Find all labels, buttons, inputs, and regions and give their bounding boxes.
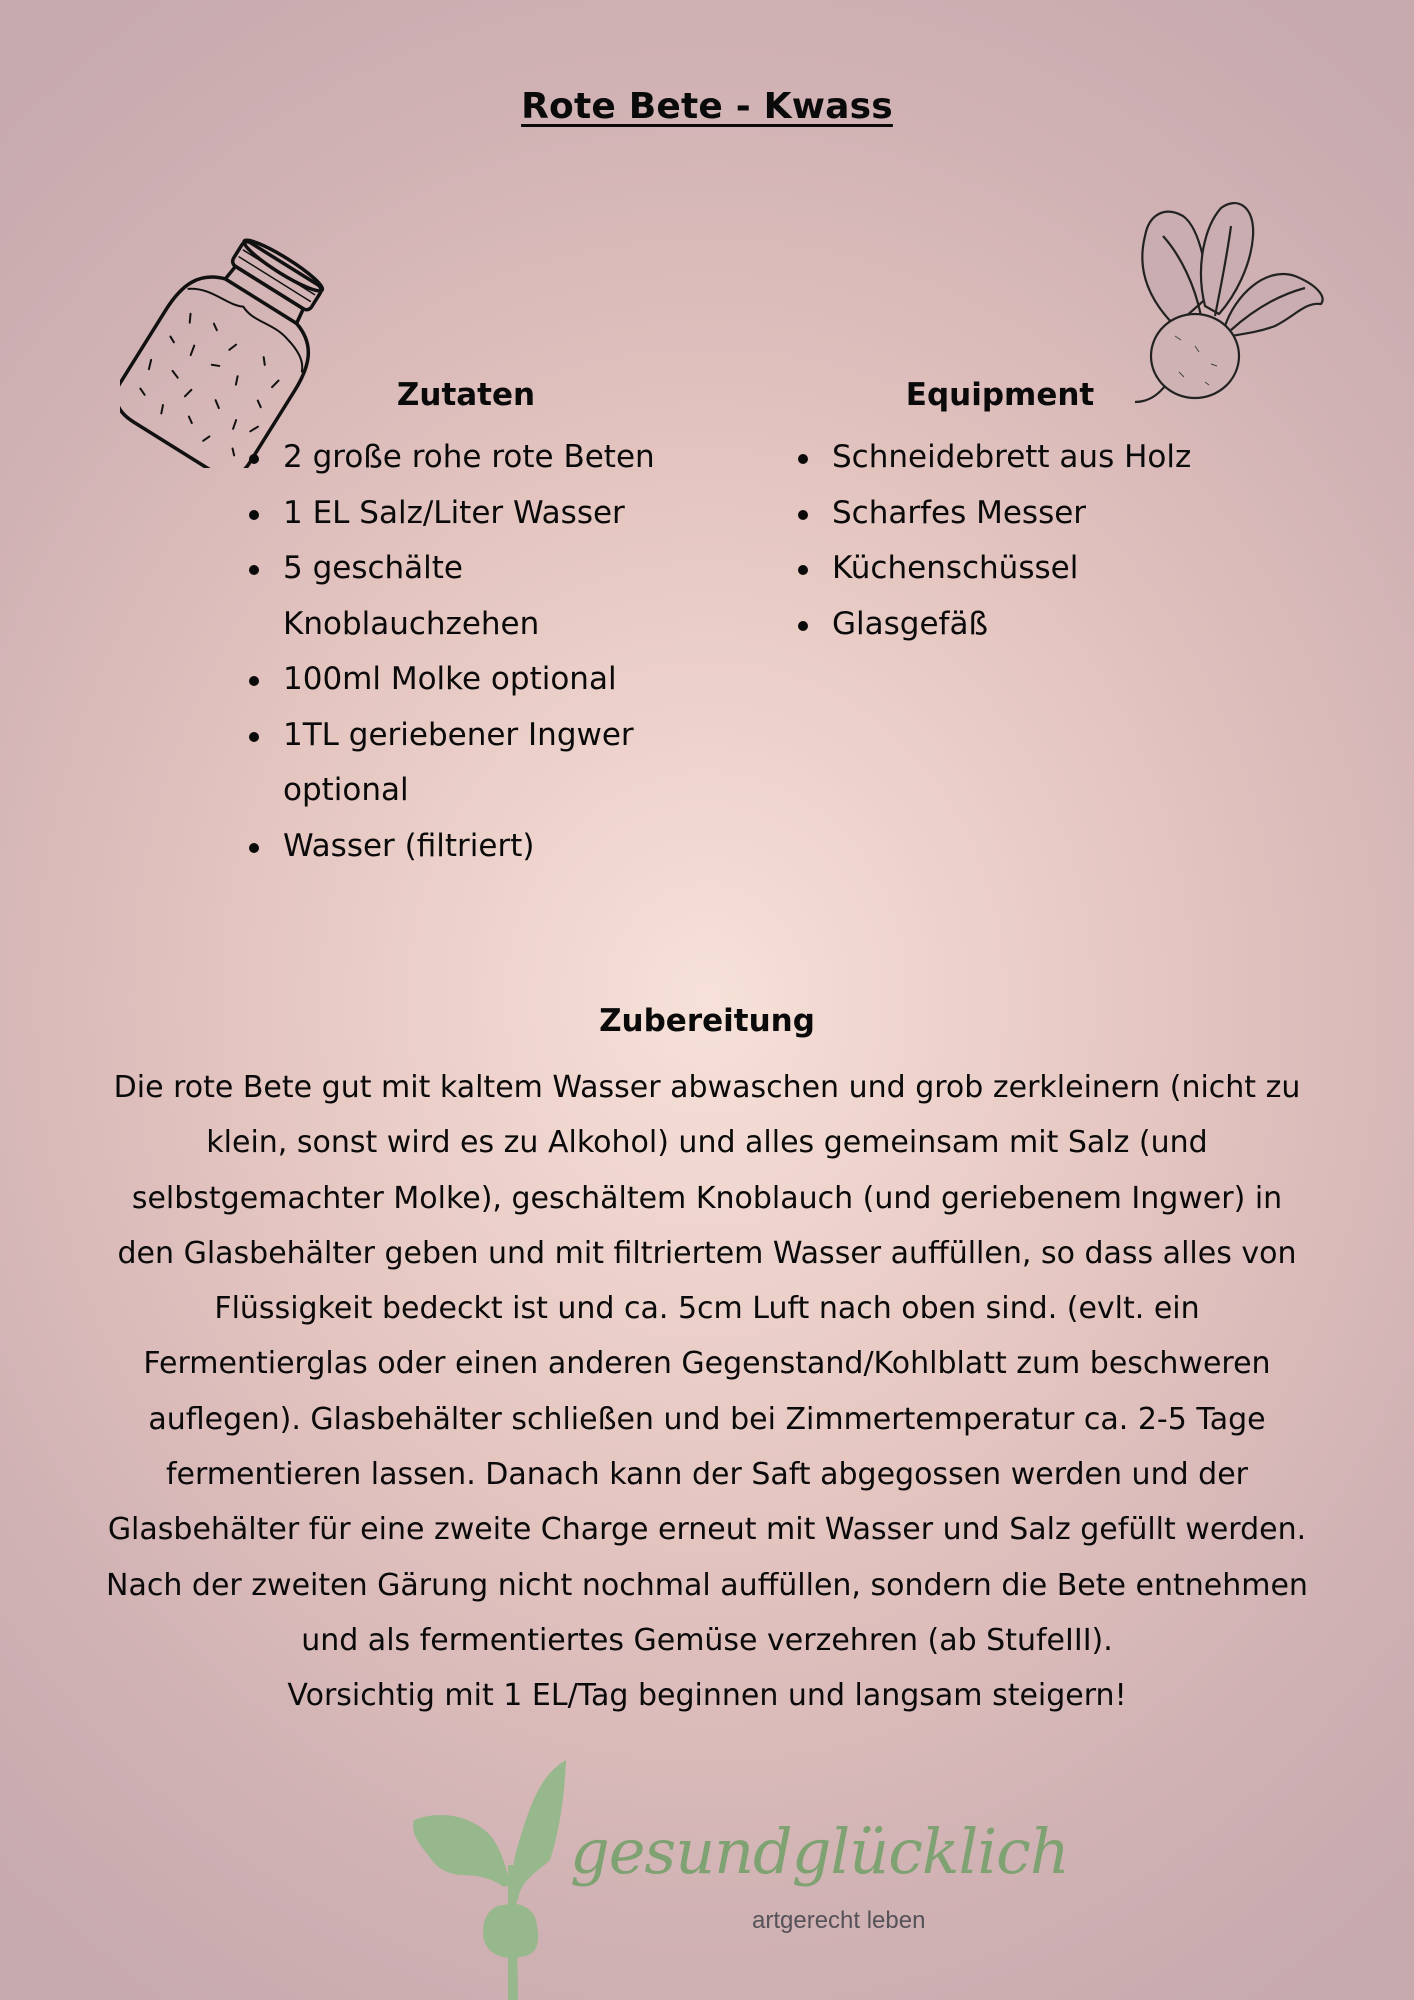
brand-logo <box>400 1755 1069 2000</box>
ingredient-item: 100ml Molke optional <box>283 652 703 708</box>
preparation-line: Flüssigkeit bedeckt ist und ca. 5cm Luft nach oben sind. (evlt. ein <box>214 1291 1200 1327</box>
preparation-text <box>40 1060 1374 1724</box>
document-title: Rote Bete - Kwass <box>521 86 893 127</box>
ingredients-list <box>283 430 703 874</box>
ingredient-item: 1 EL Salz/Liter Wasser <box>283 486 703 542</box>
logo-tagline: artgerecht leben <box>752 1907 926 1934</box>
preparation-heading: Zubereitung <box>599 1003 815 1039</box>
ingredients-heading: Zutaten <box>396 377 536 413</box>
preparation-line: und als fermentiertes Gemüse verzehren (ab StufeIII). <box>301 1622 1113 1658</box>
preparation-line: klein, sonst wird es zu Alkohol) und alles gemeinsam mit Salz (und <box>206 1125 1208 1161</box>
preparation-line: Nach der zweiten Gärung nicht nochmal auffüllen, sondern die Bete entnehmen <box>106 1567 1308 1603</box>
preparation-line: den Glasbehälter geben und mit filtriertem Wasser auffüllen, so dass alles von <box>117 1235 1297 1271</box>
beetroot-icon <box>1135 196 1335 416</box>
preparation-line: Die rote Bete gut mit kaltem Wasser abwaschen und grob zerkleinern (nicht zu <box>113 1070 1301 1105</box>
ingredient-item: 1TL geriebener Ingwer optional <box>283 708 663 819</box>
preparation-line: fermentieren lassen. Danach kann der Saft abgegossen werden und der <box>165 1457 1248 1493</box>
equipment-item: Scharfes Messer <box>832 486 1332 542</box>
preparation-line: selbstgemachter Molke), geschältem Knoblauch (und geriebenem Ingwer) in <box>131 1180 1283 1216</box>
ingredient-item: 5 geschälte Knoblauchzehen <box>283 541 543 652</box>
equipment-list <box>832 430 1332 652</box>
equipment-item: Küchenschüssel <box>832 541 1332 597</box>
preparation-line: Fermentierglas oder einen anderen Gegenstand/Kohlblatt zum beschweren <box>143 1346 1271 1382</box>
ingredient-item: 2 große rohe rote Beten <box>283 430 703 486</box>
equipment-item: Glasgefäß <box>832 597 1332 653</box>
preparation-line: Glasbehälter für eine zweite Charge erneut mit Wasser und Salz gefüllt werden. <box>107 1512 1307 1548</box>
ingredient-item: Wasser (filtriert) <box>283 819 703 875</box>
preparation-line: Vorsichtig mit 1 EL/Tag beginnen und langsam steigern! <box>287 1678 1127 1714</box>
preparation-line: auflegen). Glasbehälter schließen und bei Zimmertemperatur ca. 2-5 Tage <box>148 1401 1266 1437</box>
equipment-item: Schneidebrett aus Holz <box>832 430 1332 486</box>
logo-wordmark: gesundglücklich <box>570 1815 1069 1888</box>
equipment-heading: Equipment <box>905 377 1095 413</box>
